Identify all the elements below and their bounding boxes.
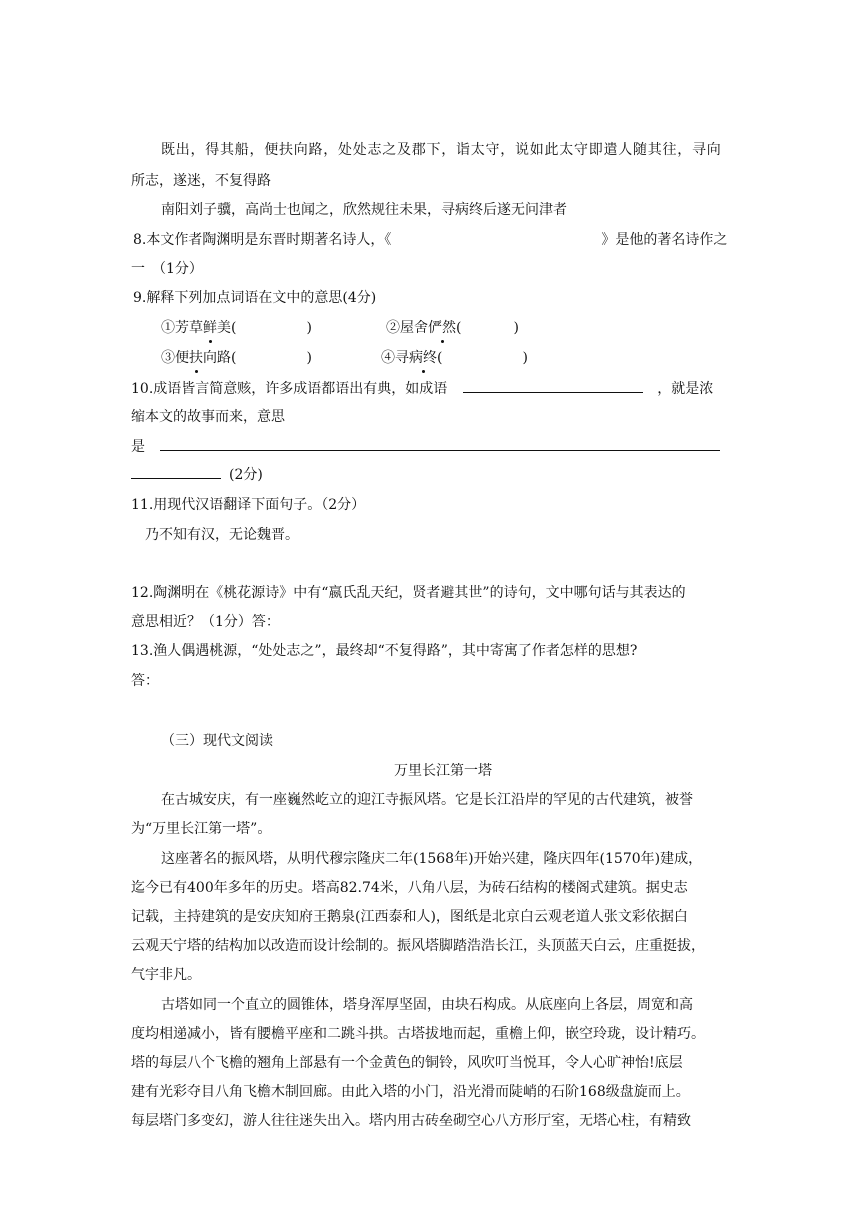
question-10-meaning-blank[interactable] [160, 436, 720, 451]
question-10-idiom-blank[interactable] [463, 378, 643, 393]
article-line: 在古城安庆，有一座巍然屹立的迎江寺振风塔。它是长江沿岸的罕见的古代建筑，被誉 [161, 792, 693, 808]
passage-paragraph-1-line-2: 所志，遂迷，不复得路 [131, 173, 271, 189]
question-11-prompt: 11.用现代汉语翻译下面句子。（2分） [131, 497, 366, 513]
dotted-word: 病终 [409, 350, 437, 366]
article-line: 建有光彩夺目八角飞檐木制回廊。由此入塔的小门，沿光滑而陡峭的石阶168级盘旋而上。 [131, 1084, 690, 1100]
article-line: 每层塔门多变幻，游人往往迷失出入。塔内用古砖垒砌空心八方形厅室，无塔心柱，有精致 [131, 1113, 691, 1129]
article-line: 迄今已有400年多年的历史。塔高82.74米，八角八层，为砖石结构的楼阁式建筑。据史志 [131, 880, 688, 896]
article-line: 云观天宁塔的结构加以改造而设计绘制的。振风塔脚踏浩浩长江，头顶蓝天白云，庄重挺拔， [131, 938, 705, 954]
article-line: 古塔如同一个直立的圆锥体，塔身浑厚坚固，由块石构成。从底座向上各层，周宽和高 [161, 997, 693, 1013]
question-10-line-1 [131, 378, 713, 399]
section-heading: （三）现代文阅读 [161, 733, 273, 749]
article-title: 万里长江第一塔 [394, 763, 492, 779]
question-12-line-2: 意思相近？（1分）答： [131, 614, 280, 630]
article-line: 气宇非凡。 [131, 967, 201, 983]
question-11-sentence: 乃不知有汉，无论魏晋。 [145, 527, 299, 543]
question-10-text: 10.成语皆言简意赅，许多成语都语出有典，如成语 [131, 381, 448, 397]
article-line: 为“万里长江第一塔”。 [131, 821, 272, 837]
article-line: 度均相递减小，皆有腰檐平座和二跳斗拱。古塔拔地而起，重檐上仰，嵌空玲珑，设计精巧。 [131, 1026, 705, 1042]
question-13-line-2: 答： [131, 673, 159, 689]
question-8-line-2: 一 （1分） [131, 261, 203, 277]
question-9-item-4: ④寻病终( ) [381, 350, 528, 366]
passage-paragraph-1-line-1: 既出，得其船，便扶向路，处处志之及郡下，诣太守，说如此太守即遣人随其往，寻向 [161, 142, 722, 158]
question-12-line-1: 12.陶渊明在《桃花源诗》中有“嬴氏乱天纪，贤者避其世”的诗句，文中哪句话与其表达的 [131, 585, 686, 601]
dotted-word: 鲜 [203, 320, 217, 336]
question-10-line-4: (2分) [131, 464, 263, 485]
question-10-meaning-blank-cont[interactable] [131, 464, 221, 479]
question-10-line-3: 是 [131, 436, 720, 457]
dotted-word: 俨然 [428, 320, 456, 336]
question-9-item-1: ①芳草鲜美( ) [161, 320, 312, 336]
question-9-item-3: ③便扶向路( ) [161, 350, 312, 366]
article-line: 塔的每层八个飞檐的翘角上部悬有一个金黄色的铜铃，风吹叮当悦耳，令人心旷神怡!底层 [131, 1055, 683, 1071]
article-line: 记载，主持建筑的是安庆知府王鹅泉(江西泰和人)，图纸是北京白云观老道人张文彩依据白 [131, 909, 688, 925]
question-9-item-2: ②屋舍俨然( ) [386, 320, 519, 336]
question-8-text: 8.本文作者陶渊明是东晋时期著名诗人，《 [133, 232, 392, 248]
article-line: 这座著名的振风塔，从明代穆宗隆庆二年(1568年)开始兴建，隆庆四年(1570年)建成， [161, 851, 703, 867]
question-9-prompt: 9.解释下列加点词语在文中的意思(4分) [133, 290, 377, 306]
question-13-line-1: 13.渔人偶遇桃源，“处处志之”，最终却“不复得路”，其中寄寓了作者怎样的思想? [131, 643, 638, 659]
question-10-text-after: ，就是浓 [657, 381, 714, 397]
question-10-line-2: 缩本文的故事而来，意思 [131, 409, 285, 425]
question-8-text-after: 》是他的著名诗作之 [601, 232, 728, 248]
dotted-word: 扶 [189, 350, 203, 366]
passage-paragraph-2: 南阳刘子骥，高尚士也闻之，欣然规往未果，寻病终后遂无问津者 [161, 202, 567, 218]
question-8-line-1 [133, 230, 727, 250]
